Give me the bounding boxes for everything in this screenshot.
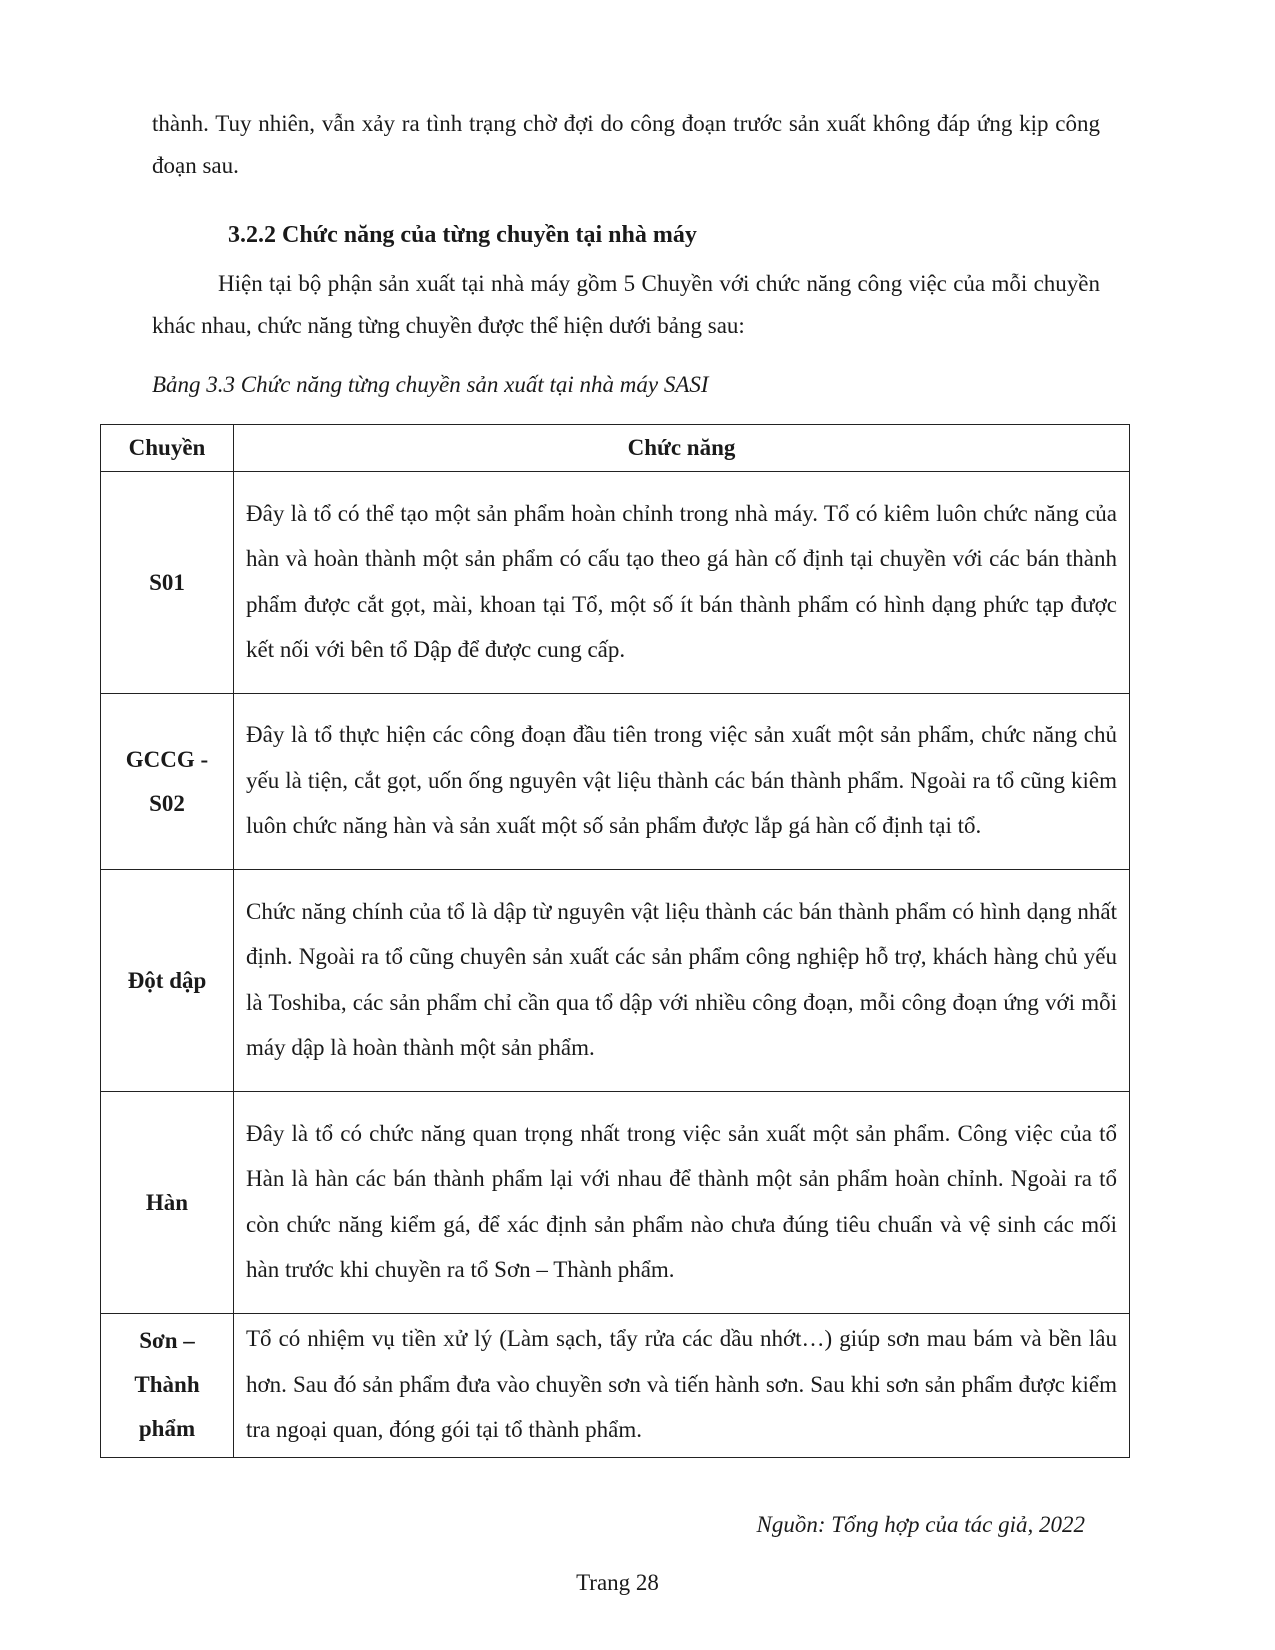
header-chuyen: Chuyền: [101, 425, 234, 472]
row-name-gccg-s02: GCCG - S02: [101, 694, 234, 870]
row-function-son-thanh-pham: Tổ có nhiệm vụ tiền xử lý (Làm sạch, tẩy rửa các dầu nhớt…) giúp sơn mau bám và bền lâu hơn. Sau đó sản phẩm đưa vào chuyền sơn và tiến hành sơn. Sau khi sơn sản phẩm được kiểm tra ngoại quan, đóng gói tại tổ thành phẩm.: [234, 1314, 1130, 1458]
header-chuc-nang: Chức năng: [234, 425, 1130, 472]
row-function-gccg-s02: Đây là tổ thực hiện các công đoạn đầu tiên trong việc sản xuất một sản phẩm, chức năng chủ yếu là tiện, cắt gọt, uốn ống nguyên vật liệu thành các bán thành phẩm. Ngoài ra tổ cũng kiêm luôn chức năng hàn và sản xuất một số sản phẩm được lắp gá hàn cố định tại tổ.: [234, 694, 1130, 870]
table-caption: Bảng 3.3 Chức năng từng chuyền sản xuất tại nhà máy SASI: [152, 372, 709, 397]
row-name-son-thanh-pham: Sơn – Thành phẩm: [101, 1314, 234, 1458]
table-row: [101, 694, 1130, 870]
function-table: [100, 424, 1130, 1458]
table-row: [101, 1314, 1130, 1458]
row-name-han: Hàn: [101, 1092, 234, 1314]
paragraph-continuation: thành. Tuy nhiên, vẫn xảy ra tình trạng chờ đợi do công đoạn trước sản xuất không đáp ứng kịp công đoạn sau.: [152, 111, 1100, 178]
table-header-row: [101, 425, 1130, 472]
paragraph-intro: Hiện tại bộ phận sản xuất tại nhà máy gồm 5 Chuyền với chức năng công việc của mỗi chuyền khác nhau, chức năng từng chuyền được thể hiện dưới bảng sau:: [152, 271, 1100, 338]
row-function-s01: Đây là tổ có thể tạo một sản phẩm hoàn chỉnh trong nhà máy. Tổ có kiêm luôn chức năng của hàn và hoàn thành một sản phẩm có cấu tạo theo gá hàn cố định tại chuyền với các bán thành phẩm được cắt gọt, mài, khoan tại Tổ, một số ít bán thành phẩm có hình dạng phức tạp được kết nối với bên tổ Dập để được cung cấp.: [234, 472, 1130, 694]
table-row: [101, 472, 1130, 694]
row-function-han: Đây là tổ có chức năng quan trọng nhất trong việc sản xuất một sản phẩm. Công việc của tổ Hàn là hàn các bán thành phẩm lại với nhau để thành một sản phẩm hoàn chỉnh. Ngoài ra tổ còn chức năng kiểm gá, để xác định sản phẩm nào chưa đúng tiêu chuẩn và vệ sinh các mối hàn trước khi chuyền ra tổ Sơn – Thành phẩm.: [234, 1092, 1130, 1314]
page-number: Trang 28: [576, 1570, 659, 1595]
row-name-s01: S01: [101, 472, 234, 694]
row-name-dot-dap: Đột dập: [101, 870, 234, 1092]
source-note: Nguồn: Tổng hợp của tác giả, 2022: [756, 1512, 1085, 1537]
section-heading: 3.2.2 Chức năng của từng chuyền tại nhà máy: [228, 222, 697, 248]
table-row: [101, 870, 1130, 1092]
row-function-dot-dap: Chức năng chính của tổ là dập từ nguyên vật liệu thành các bán thành phẩm có hình dạng nhất định. Ngoài ra tổ cũng chuyên sản xuất các sản phẩm công nghiệp hỗ trợ, khách hàng chủ yếu là Toshiba, các sản phẩm chỉ cần qua tổ dập với nhiều công đoạn, mỗi công đoạn ứng với mỗi máy dập là hoàn thành một sản phẩm.: [234, 870, 1130, 1092]
table-row: [101, 1092, 1130, 1314]
